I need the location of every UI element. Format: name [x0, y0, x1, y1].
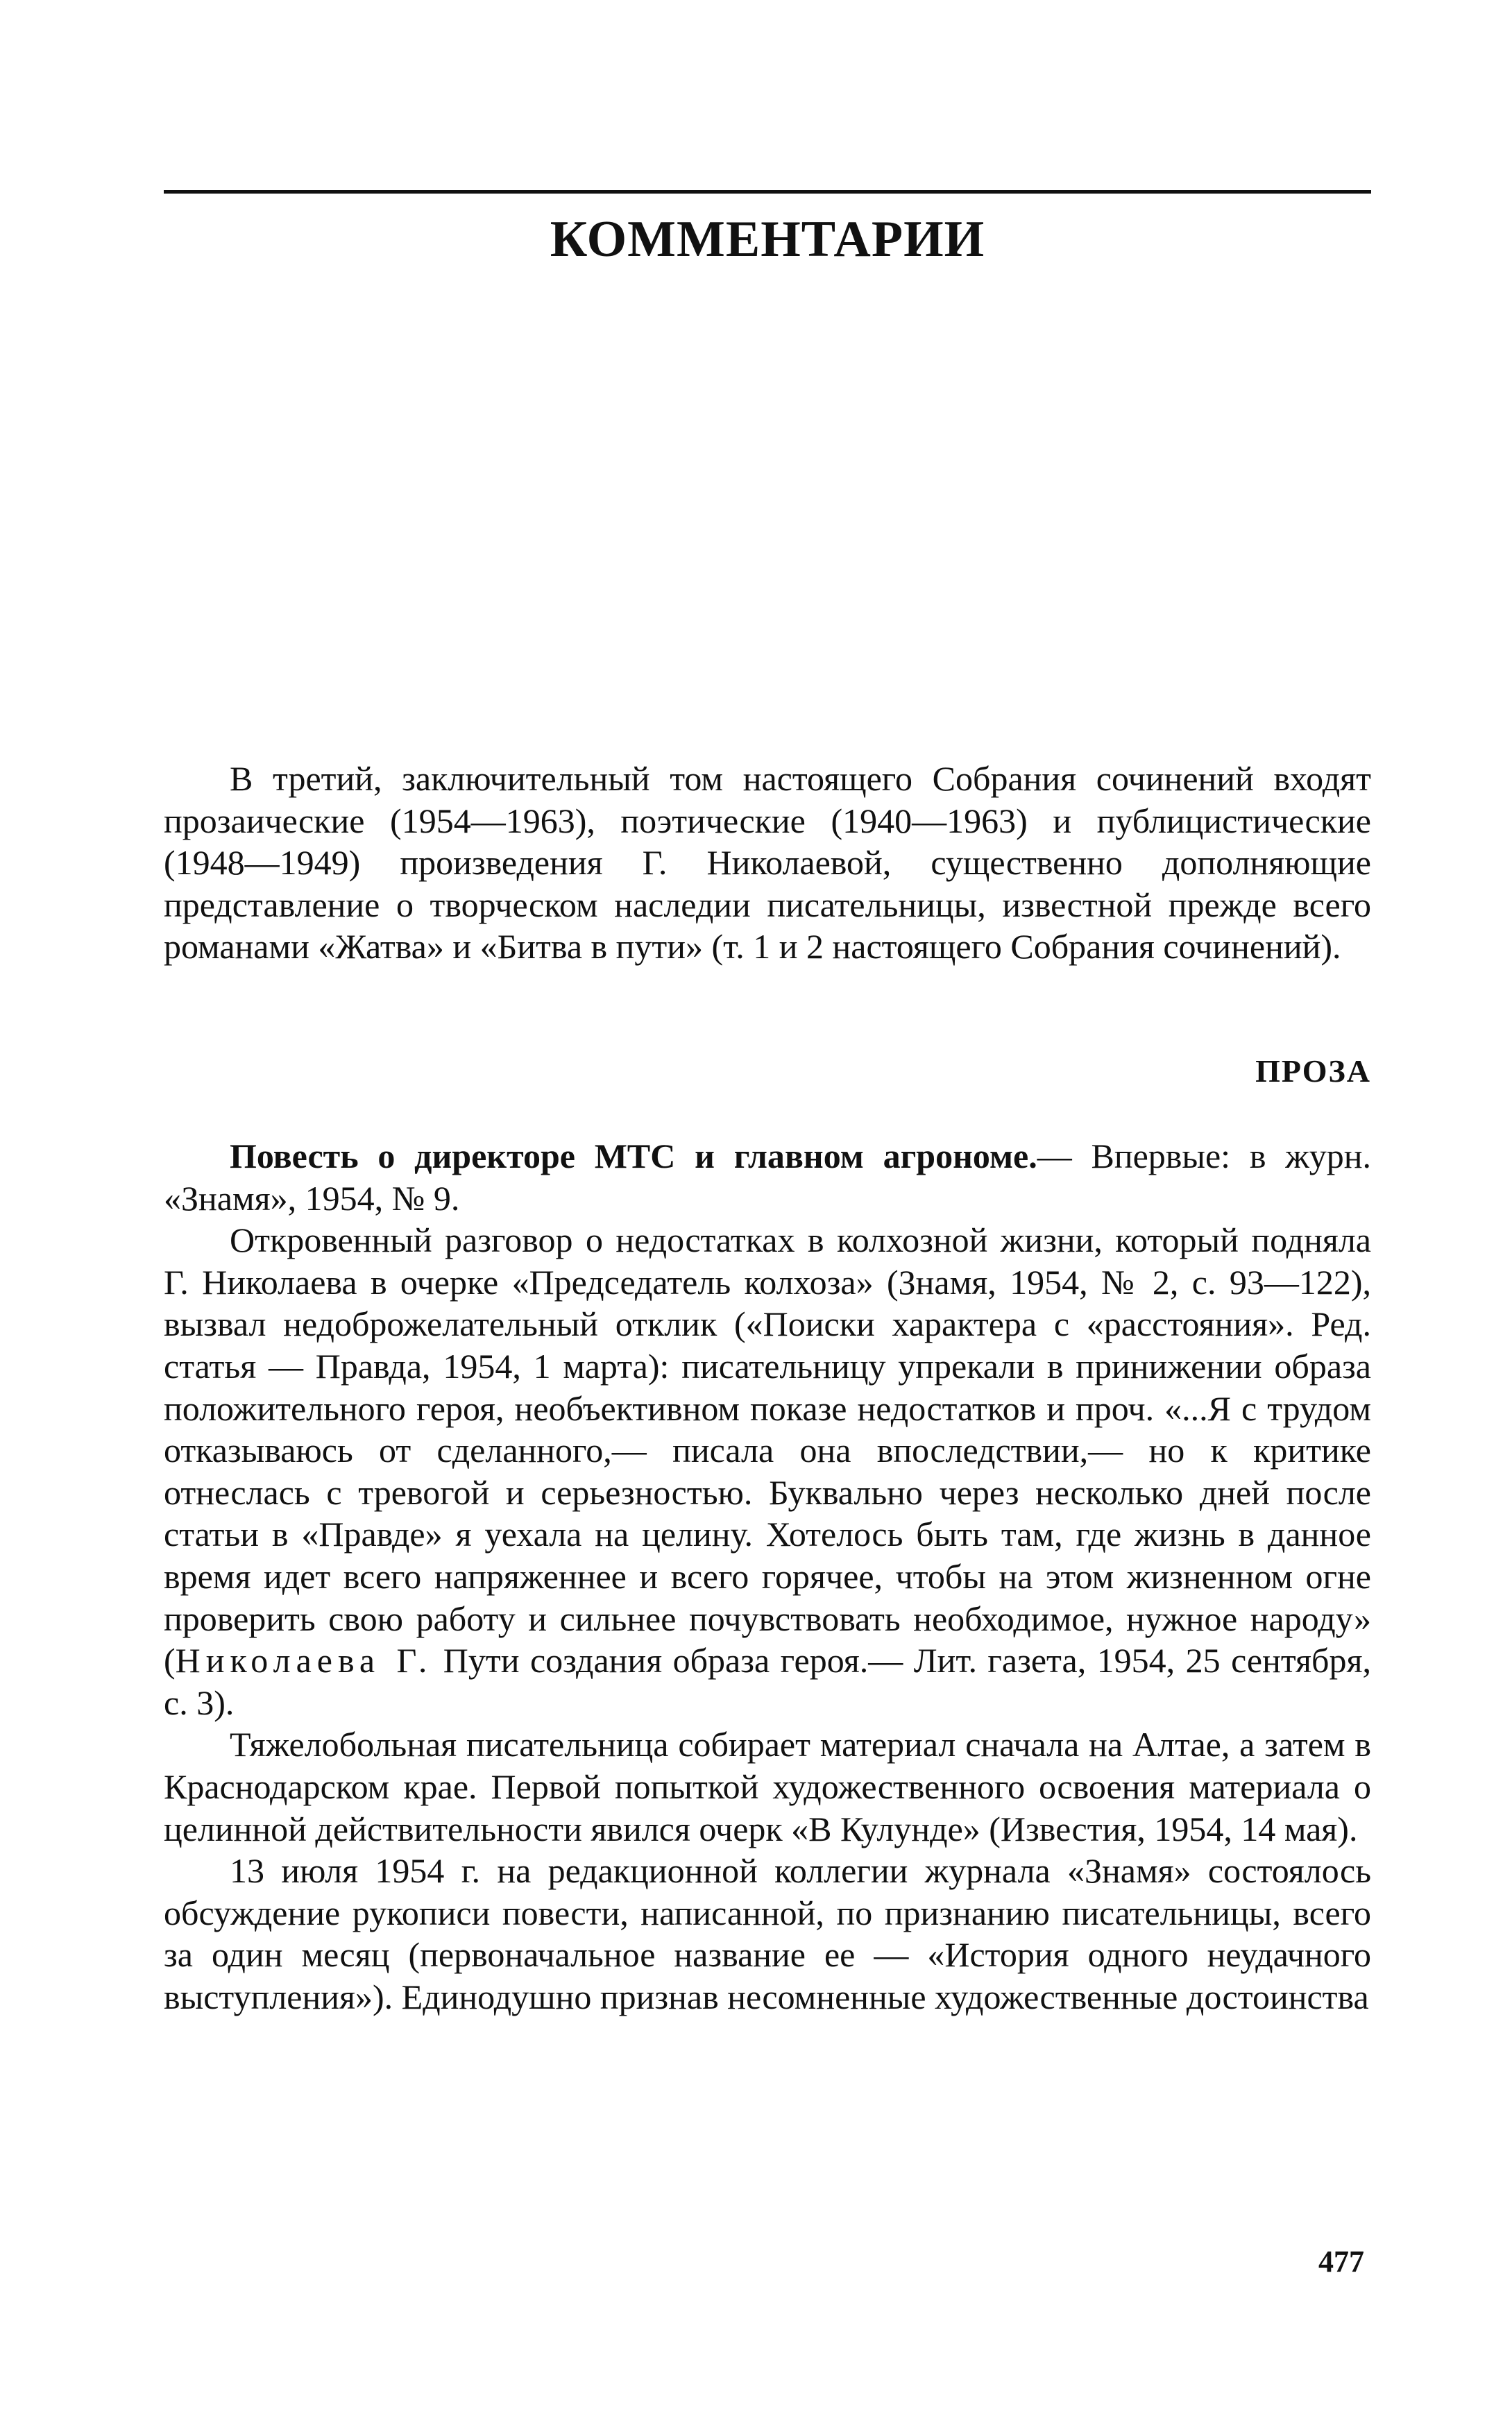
page-number: 477: [1318, 2245, 1364, 2279]
paragraph-1-text: Откровенный разговор о недостатках в колхозной жизни, который подняла Г. Николаева в очерке «Председатель колхоза» (Знамя, 1954, № 2, с. 93—122), вызвал недоброжелательный отклик («Поиски характера с «расстояния». Ред. статья — Правда, 1954, 1 марта): писательницу упрекали в принижении образа положительного героя, необъективном показе недостатков и проч. «...Я с трудом отказываюсь от сделанного,— писала она впоследствии,— но к критике отнеслась с тревогой и серьезностью. Буквально через несколько дней после статьи в «Правде» я уехала на целину. Хотелось быть там, где жизнь в данное время идет всего напряженнее и всего горячее, чтобы на этом жизненном огне проверить свою работу и сильнее почувствовать необходимое, нужное народу» (: [164, 1220, 1371, 1680]
section-heading: ПРОЗА: [1255, 1053, 1371, 1089]
intro-paragraph: В третий, заключительный том настоящего Собрания сочинений входят прозаические (1954—1963), поэтические (1940—1963) и публицистические (1948—1949) произведения Г. Николаевой, существенно дополняющие представление о творческом наследии писательницы, известной прежде всего романами «Жатва» и «Битва в пути» (т. 1 и 2 настоящего Собрания сочинений).: [164, 759, 1371, 967]
author-name: Николаева Г.: [175, 1641, 433, 1680]
first-publication: — Впервые: в журн. «Знамя», 1954, № 9.: [164, 1137, 1372, 1218]
paragraph-1-text-end: Пути создания образа героя.— Лит. газета, 1954, 25 сентября, с. 3).: [164, 1641, 1371, 1722]
commentary-paragraph-3: 13 июля 1954 г. на редакционной коллегии журнала «Знамя» состоялось обсуждение рукописи повести, написанной, по признанию писательницы, всего за один месяц (первоначальное название ее — «История одного неудачного выступления»). Единодушно признав несомненные художественные достоинства: [164, 1851, 1371, 2016]
work-title: Повесть о директоре МТС и главном агрономе.: [230, 1137, 1037, 1175]
book-page: [164, 0, 1371, 2434]
commentary-paragraph-2: Тяжелобольная писательница собирает материал сначала на Алтае, а затем в Краснодарском крае. Первой попыткой художественного освоения материала о целинной действительности явился очерк «В Кулунде» (Известия, 1954, 14 мая).: [164, 1725, 1371, 1848]
commentary-body: [164, 1135, 1371, 2018]
top-rule: [164, 190, 1371, 194]
entry-paragraph: [164, 1135, 1371, 1219]
commentary-paragraph-1: [164, 1219, 1371, 1724]
page-title: КОММЕНТАРИИ: [550, 211, 985, 268]
